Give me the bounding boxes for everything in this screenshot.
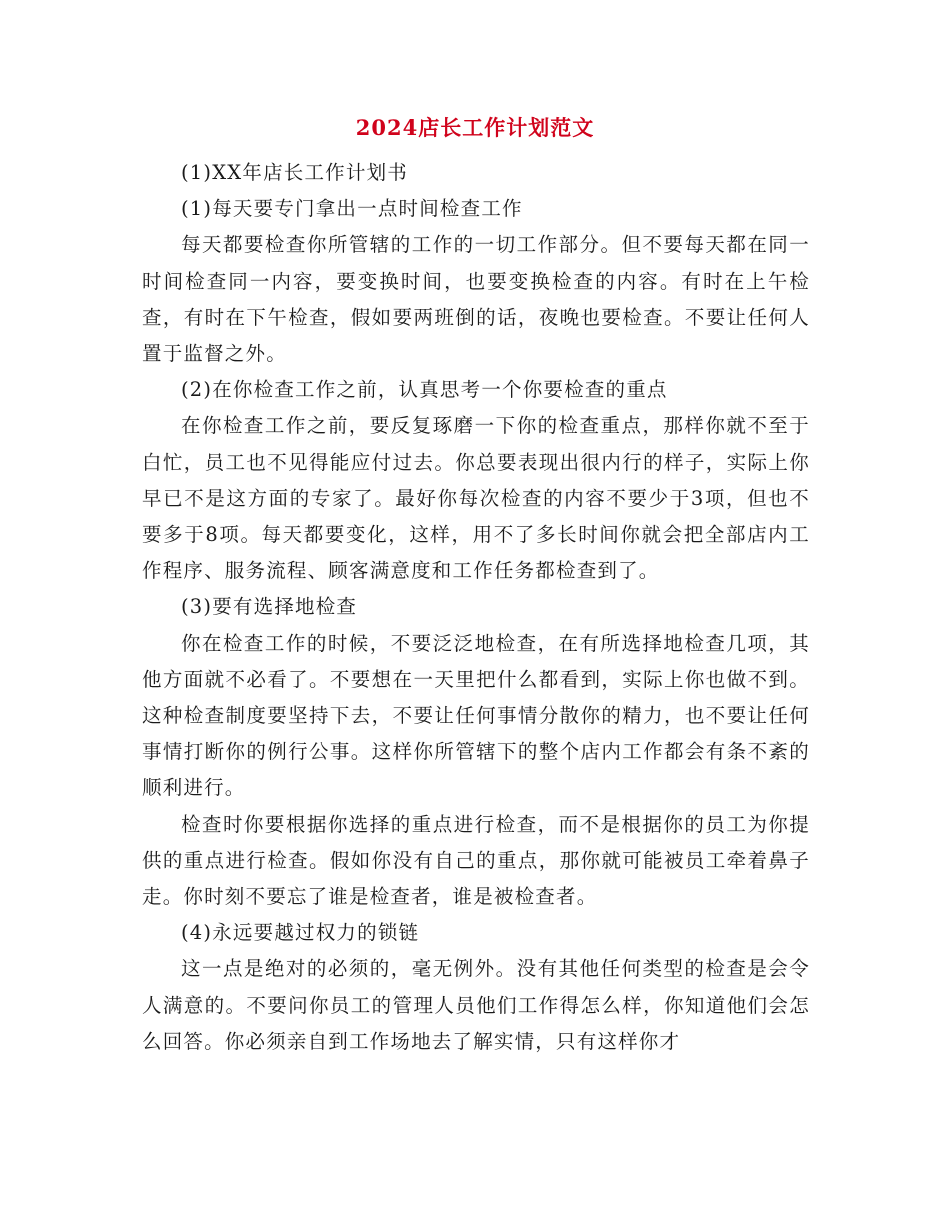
section-heading: (4)永远要越过权力的锁链 bbox=[181, 921, 420, 945]
paragraph: 每天都要检查你所管辖的工作的一切工作部分。但不要每天都在同一时间检查同一内容，要变换时间，也要变换检查的内容。有时在上午检查，有时在下午检查，假如要两班倒的话，夜晚也要检查。不要让任何人置于监督之外。 bbox=[142, 233, 810, 366]
paragraph: 在你检查工作之前，要反复琢磨一下你的检查重点，那样你就不至于白忙，员工也不见得能应付过去。你总要表现出很内行的样子，实际上你早已不是这方面的专家了。最好你每次检查的内容不要少于3项，但也不要多于8项。每天都要变化，这样，用不了多长时间你就会把全部店内工作程序、服务流程、顾客满意度和工作任务都检查到了。 bbox=[142, 414, 810, 583]
paragraph: (1)XX年店长工作计划书 bbox=[181, 161, 408, 184]
document-body bbox=[142, 155, 810, 1060]
section-heading: (2)在你检查工作之前，认真思考一个你要检查的重点 bbox=[181, 378, 668, 402]
paragraph: 检查时你要根据你选择的重点进行检查，而不是根据你的员工为你提供的重点进行检查。假如你没有自己的重点，那你就可能被员工牵着鼻子走。你时刻不要忘了谁是检查者，谁是被检查者。 bbox=[142, 812, 810, 909]
section-heading: (1)每天要专门拿出一点时间检查工作 bbox=[181, 197, 523, 221]
section-heading: (3)要有选择地检查 bbox=[181, 595, 358, 619]
paragraph: 你在检查工作的时候，不要泛泛地检查，在有所选择地检查几项，其他方面就不必看了。不要想在一天里把什么都看到，实际上你也做不到。这种检查制度要坚持下去，不要让任何事情分散你的精力，也不要让任何事情打断你的例行公事。这样你所管辖下的整个店内工作都会有条不紊的顺利进行。 bbox=[142, 631, 810, 800]
paragraph: 这一点是绝对的必须的，毫无例外。没有其他任何类型的检查是会令人满意的。不要问你员工的管理人员他们工作得怎么样，你知道他们会怎么回答。你必须亲自到工作场地去了解实情，只有这样你才 bbox=[142, 957, 810, 1053]
document-title: 2024店长工作计划范文 bbox=[355, 115, 595, 140]
